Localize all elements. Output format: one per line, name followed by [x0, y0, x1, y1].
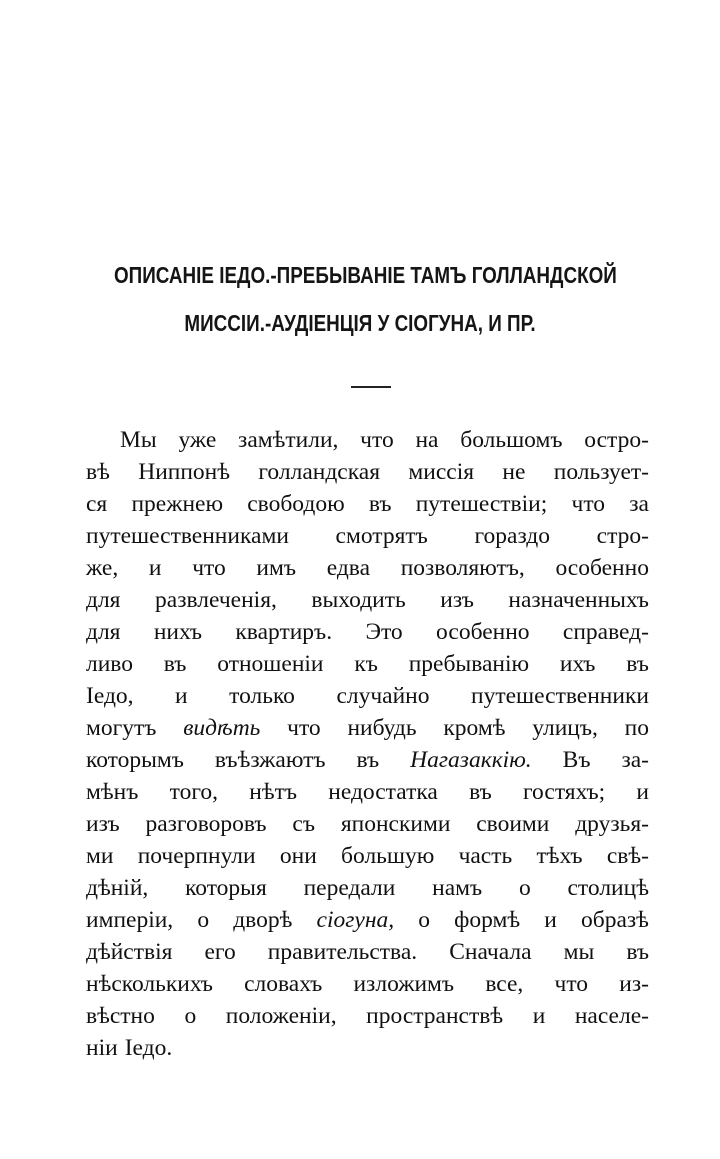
- word: прежнею: [131, 491, 224, 517]
- word: сіогуна,: [316, 907, 395, 933]
- text-line: [86, 1032, 649, 1064]
- text-line: [86, 648, 649, 680]
- word: Сначала: [449, 939, 532, 965]
- word: недостатка: [328, 779, 438, 805]
- word: остро-: [584, 427, 649, 453]
- word: смотрятъ: [335, 523, 428, 549]
- word: они: [279, 843, 317, 869]
- word: за-: [621, 747, 649, 773]
- word: о: [197, 907, 210, 933]
- word: изъ: [440, 587, 474, 613]
- text-line: [86, 712, 649, 744]
- word: правительства.: [267, 939, 418, 965]
- word: формѣ: [454, 907, 521, 933]
- word: съ: [292, 811, 315, 837]
- word: пространствѣ: [366, 1003, 504, 1029]
- word: въ: [368, 491, 392, 517]
- word: и: [544, 907, 557, 933]
- word: назначенныхъ: [508, 587, 649, 613]
- text-line: [86, 936, 649, 968]
- word: вѣ: [86, 459, 110, 485]
- text-line: [86, 744, 649, 776]
- word: имперіи,: [86, 907, 174, 933]
- word: из-: [619, 971, 649, 997]
- word: не: [502, 459, 526, 485]
- word: ся: [86, 491, 108, 517]
- word: что: [571, 491, 606, 517]
- word: Это: [365, 619, 403, 645]
- word: для: [86, 619, 121, 645]
- word: путешественники: [471, 683, 649, 709]
- word: Въ: [562, 747, 591, 773]
- word: мѣнъ: [86, 779, 139, 805]
- word: видѣть: [183, 715, 261, 741]
- word: мы: [563, 939, 595, 965]
- text-line: [86, 424, 649, 456]
- word: за: [629, 491, 649, 517]
- word: большомъ: [460, 427, 563, 453]
- word: все,: [485, 971, 524, 997]
- word: Ниппонѣ: [138, 459, 231, 485]
- word: что: [554, 971, 589, 997]
- word: которыя: [185, 875, 267, 901]
- section-rule: [351, 386, 391, 388]
- word: стро-: [596, 523, 649, 549]
- word: образѣ: [581, 907, 649, 933]
- text-line: [86, 616, 649, 648]
- word: развлеченія,: [155, 587, 277, 613]
- word: нѣсколькихъ: [86, 971, 213, 997]
- word: намъ: [432, 875, 483, 901]
- word: квартиръ.: [235, 619, 333, 645]
- text-line: [86, 840, 649, 872]
- word: случайно: [336, 683, 430, 709]
- word: разговоровъ: [145, 811, 267, 837]
- word: улицъ,: [532, 715, 598, 741]
- word: путешественниками: [86, 523, 289, 549]
- word: уже: [178, 427, 217, 453]
- word: изъ: [86, 811, 120, 837]
- word: кромѣ: [443, 715, 506, 741]
- word: о: [518, 875, 531, 901]
- text-line: [86, 904, 649, 936]
- word: для: [86, 587, 121, 613]
- word: о: [418, 907, 430, 933]
- word: позволяютъ,: [400, 555, 525, 581]
- word: на: [415, 427, 439, 453]
- word: о: [184, 1003, 197, 1029]
- word: пользует-: [553, 459, 649, 485]
- word: гораздо: [474, 523, 551, 549]
- word: свѣ-: [606, 843, 649, 869]
- word: своими: [476, 811, 550, 837]
- word: къ: [354, 651, 378, 677]
- word: большую: [341, 843, 435, 869]
- text-line: [86, 808, 649, 840]
- word: и: [636, 779, 649, 805]
- word: миссія: [408, 459, 475, 485]
- word: въ: [163, 651, 187, 677]
- word: дѣйствія: [86, 939, 173, 965]
- text-line: [86, 680, 649, 712]
- word: что: [360, 427, 394, 453]
- word: въѣзжаютъ: [214, 747, 326, 773]
- word: путешествіи;: [415, 491, 548, 517]
- word: вѣстно: [86, 1003, 155, 1029]
- word: только: [229, 683, 295, 709]
- word: и: [175, 683, 188, 709]
- word: нѣтъ: [249, 779, 298, 805]
- word: нихъ: [153, 619, 203, 645]
- word: пребыванію: [408, 651, 530, 677]
- text-line: [86, 968, 649, 1000]
- word: голландская: [258, 459, 381, 485]
- word: его: [204, 939, 236, 965]
- word: же,: [86, 555, 119, 581]
- word: нибудь: [347, 715, 417, 741]
- word: отношеніи: [217, 651, 324, 677]
- word: что: [287, 715, 321, 741]
- text-line: [86, 552, 649, 584]
- text-line: [86, 776, 649, 808]
- text-line: [86, 488, 649, 520]
- chapter-heading-line-1: ОПИСАНІЕ ІЕДО.-ПРЕБЫВАНІЕ ТАМЪ ГОЛЛАНДСКОЙ: [114, 262, 617, 288]
- word: которымъ: [86, 747, 184, 773]
- text-line: [86, 872, 649, 904]
- text-line: [86, 1000, 649, 1032]
- word: дѣній,: [86, 875, 149, 901]
- word: въ: [356, 747, 380, 773]
- word: того,: [169, 779, 218, 805]
- word: столицѣ: [567, 875, 649, 901]
- word: въ: [469, 779, 492, 805]
- word: изложимъ: [353, 971, 455, 997]
- word: дворѣ: [233, 907, 293, 933]
- word: ливо: [86, 651, 133, 677]
- word: свободою: [247, 491, 345, 517]
- word: положеніи,: [225, 1003, 337, 1029]
- word: ми: [86, 843, 114, 869]
- word: почерпнули: [137, 843, 256, 869]
- word: едва: [326, 555, 370, 581]
- word: словахъ: [244, 971, 323, 997]
- text-line: [86, 456, 649, 488]
- word: тѣхъ: [536, 843, 583, 869]
- word: друзья-: [575, 811, 649, 837]
- word: замѣтили,: [238, 427, 339, 453]
- body-paragraph: [86, 424, 649, 1064]
- word: и: [148, 555, 162, 581]
- word: особенно: [555, 555, 649, 581]
- word: въ: [626, 651, 649, 677]
- word: въ: [626, 939, 649, 965]
- word: по: [624, 715, 649, 741]
- word: часть: [458, 843, 513, 869]
- word: справед-: [562, 619, 649, 645]
- word: что: [192, 555, 226, 581]
- word: и: [532, 1003, 546, 1029]
- text-line: [86, 520, 649, 552]
- word: Мы: [120, 427, 157, 453]
- word: могутъ: [86, 715, 157, 741]
- word: населе-: [574, 1003, 649, 1029]
- word: выходить: [311, 587, 406, 613]
- word: ихъ: [559, 651, 596, 677]
- text-line: [86, 584, 649, 616]
- word: особенно: [436, 619, 530, 645]
- word: передали: [303, 875, 396, 901]
- chapter-heading-line-2: МИССІИ.-АУДІЕНЦІЯ У СІОГУНА, И ПР.: [184, 310, 536, 336]
- word: Нагазаккію.: [410, 747, 532, 773]
- word: японскими: [340, 811, 451, 837]
- word: ніи: [86, 1035, 118, 1061]
- word: Іедо.: [124, 1035, 173, 1061]
- word: гостяхъ;: [523, 779, 606, 805]
- word: Іедо,: [86, 683, 134, 709]
- word: имъ: [256, 555, 297, 581]
